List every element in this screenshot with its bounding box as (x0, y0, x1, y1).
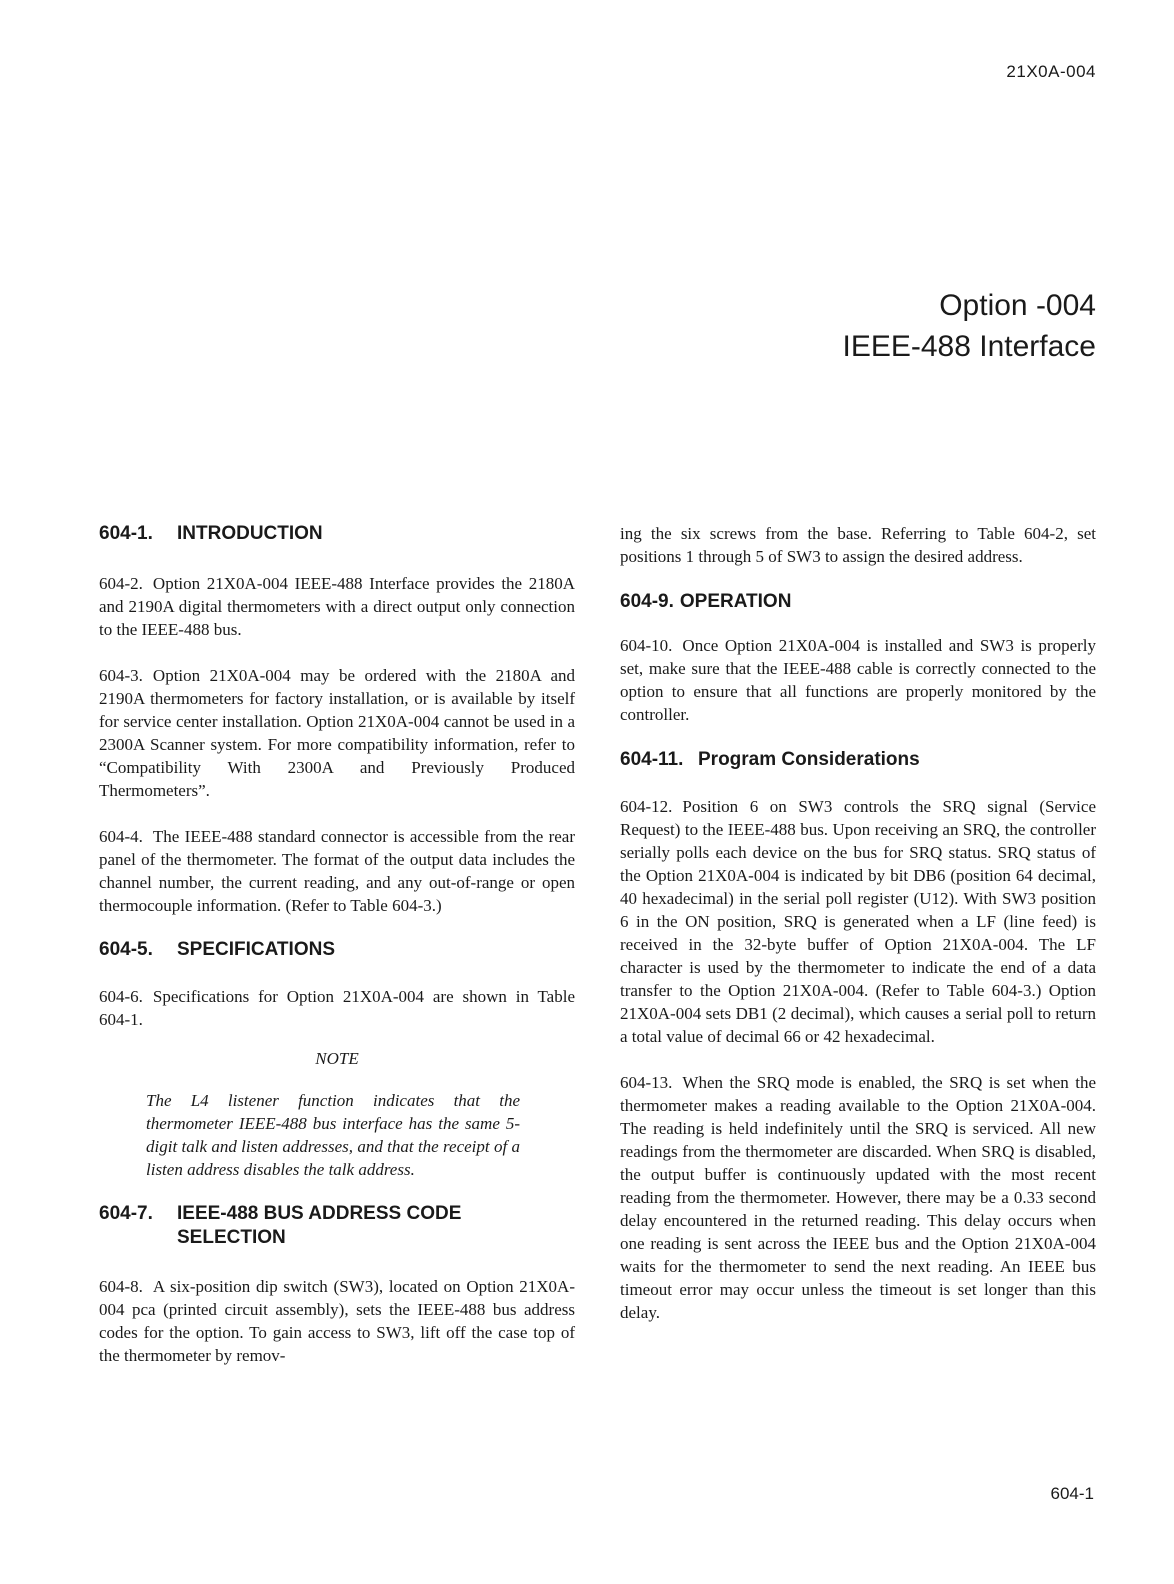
heading-text: INTRODUCTION (177, 523, 323, 544)
paragraph-text: Position 6 on SW3 controls the SRQ signal (Service Request) to the IEEE-488 bus. Upon receiving an SRQ, the controller serially polls each device on the bus for SRQ status. SRQ status of the Option 21X0A-004 is indicated by bit DB6 (position 64 decimal, 40 hexadecimal) in the serial poll register (U12). With SW3 position 6 in the ON position, SRQ is generated when a LF (line feed) is received in the 32-byte buffer of Option 21X0A-004. The LF character is used by the thermometer to indicate the end of a data transfer to the Option 21X0A-004. (Refer to Table 604-3.) Option 21X0A-004 sets DB1 (2 decimal), which causes a serial poll to return a total value of decimal 66 or 42 hexadecimal. (620, 797, 1096, 1046)
heading-operation (620, 590, 1096, 614)
heading-number: 604-7. (99, 1203, 153, 1224)
paragraph-number: 604-12. (620, 797, 673, 816)
paragraph-text: When the SRQ mode is enabled, the SRQ is set when the thermometer makes a reading available to the Option 21X0A-004. The reading is held indefinitely until the SRQ is serviced. All new readings from the thermometer are discarded. When SRQ is disabled, the output buffer is continuously updated with the most recent reading from the thermometer. However, there may be a 0.33 second delay encountered in the returned reading. This delay occurs when one reading is sent across the IEEE bus and the Option 21X0A-004 waits for the thermometer to send the next reading. An IEEE bus timeout error may occur unless the timeout is set longer than this delay. (620, 1073, 1096, 1322)
right-column (620, 522, 1096, 1324)
paragraph-text: Option 21X0A-004 may be ordered with the 2180A and 2190A thermometers for factory installation, or is available by itself for service center installation. Option 21X0A-004 cannot be used in a 2300A Scanner system. For more compatibility information, refer to “Compatibility With 2300A and Previously Produced Thermometers”. (99, 666, 575, 800)
heading-introduction (99, 522, 575, 546)
heading-number: 604-1. (99, 523, 153, 544)
paragraph-number: 604-10. (620, 636, 673, 655)
paragraph-604-6 (99, 985, 575, 1031)
heading-text: IEEE-488 BUS ADDRESS CODE (177, 1203, 462, 1224)
paragraph-604-10 (620, 634, 1096, 726)
paragraph-604-12 (620, 795, 1096, 1048)
paragraph-number: 604-2. (99, 574, 143, 593)
paragraph-604-4 (99, 825, 575, 917)
paragraph-number: 604-8. (99, 1277, 143, 1296)
paragraph-number: 604-4. (99, 827, 143, 846)
heading-specifications (99, 938, 575, 962)
title-line-interface: IEEE-488 Interface (842, 330, 1096, 363)
paragraph-number: 604-13. (620, 1073, 673, 1092)
heading-text-line2: SELECTION (177, 1227, 286, 1248)
paragraph-text: A six-position dip switch (SW3), located on Option 21X0A-004 pca (printed circuit assembly), sets the IEEE-488 bus address codes for the option. To gain access to SW3, lift off the case top of the thermometer by remov- (99, 1277, 575, 1365)
heading-text: SPECIFICATIONS (177, 939, 335, 960)
paragraph-604-3 (99, 664, 575, 802)
heading-text: Program Considerations (698, 749, 920, 770)
paragraph-604-2 (99, 572, 575, 641)
note-label: NOTE (315, 1049, 359, 1068)
paragraph-text: Option 21X0A-004 IEEE-488 Interface provides the 2180A and 2190A digital thermometers with a direct output only connection to the IEEE-488 bus. (99, 574, 575, 639)
heading-number: 604-5. (99, 939, 153, 960)
heading-text: OPERATION (679, 591, 792, 612)
paragraph-text: Specifications for Option 21X0A-004 are shown in Table 604-1. (99, 987, 575, 1029)
paragraph-text: Once Option 21X0A-004 is installed and SW3 is properly set, make sure that the IEEE-488 cable is correctly connected to the option to ensure that all functions are properly monitored by the controller. (620, 636, 1096, 724)
left-column (99, 522, 575, 1367)
title-line-option: Option -004 (939, 289, 1096, 322)
heading-number: 604-9. (620, 591, 674, 612)
document-code: 21X0A-004 (1006, 62, 1096, 81)
paragraph-604-8-continued: ing the six screws from the base. Referring to Table 604-2, set positions 1 through 5 of SW3 to assign the desired address. (620, 524, 1096, 566)
heading-program-considerations (620, 748, 1096, 772)
page-title (843, 285, 1096, 367)
page-number: 604-1 (1050, 1484, 1094, 1503)
paragraph-604-13 (620, 1071, 1096, 1324)
paragraph-number: 604-6. (99, 987, 143, 1006)
paragraph-number: 604-3. (99, 666, 143, 685)
note-text: The L4 listener function indicates that the thermometer IEEE-488 bus interface has the same 5-digit talk and listen addresses, and that the receipt of a listen address disables the talk address. (146, 1091, 520, 1179)
heading-bus-address (99, 1202, 575, 1250)
paragraph-text: The IEEE-488 standard connector is accessible from the rear panel of the thermometer. The format of the output data includes the channel number, the current reading, and any out-of-range or open thermocouple information. (Refer to Table 604-3.) (99, 827, 575, 915)
paragraph-604-8 (99, 1275, 575, 1367)
heading-number: 604-11. (620, 749, 684, 770)
